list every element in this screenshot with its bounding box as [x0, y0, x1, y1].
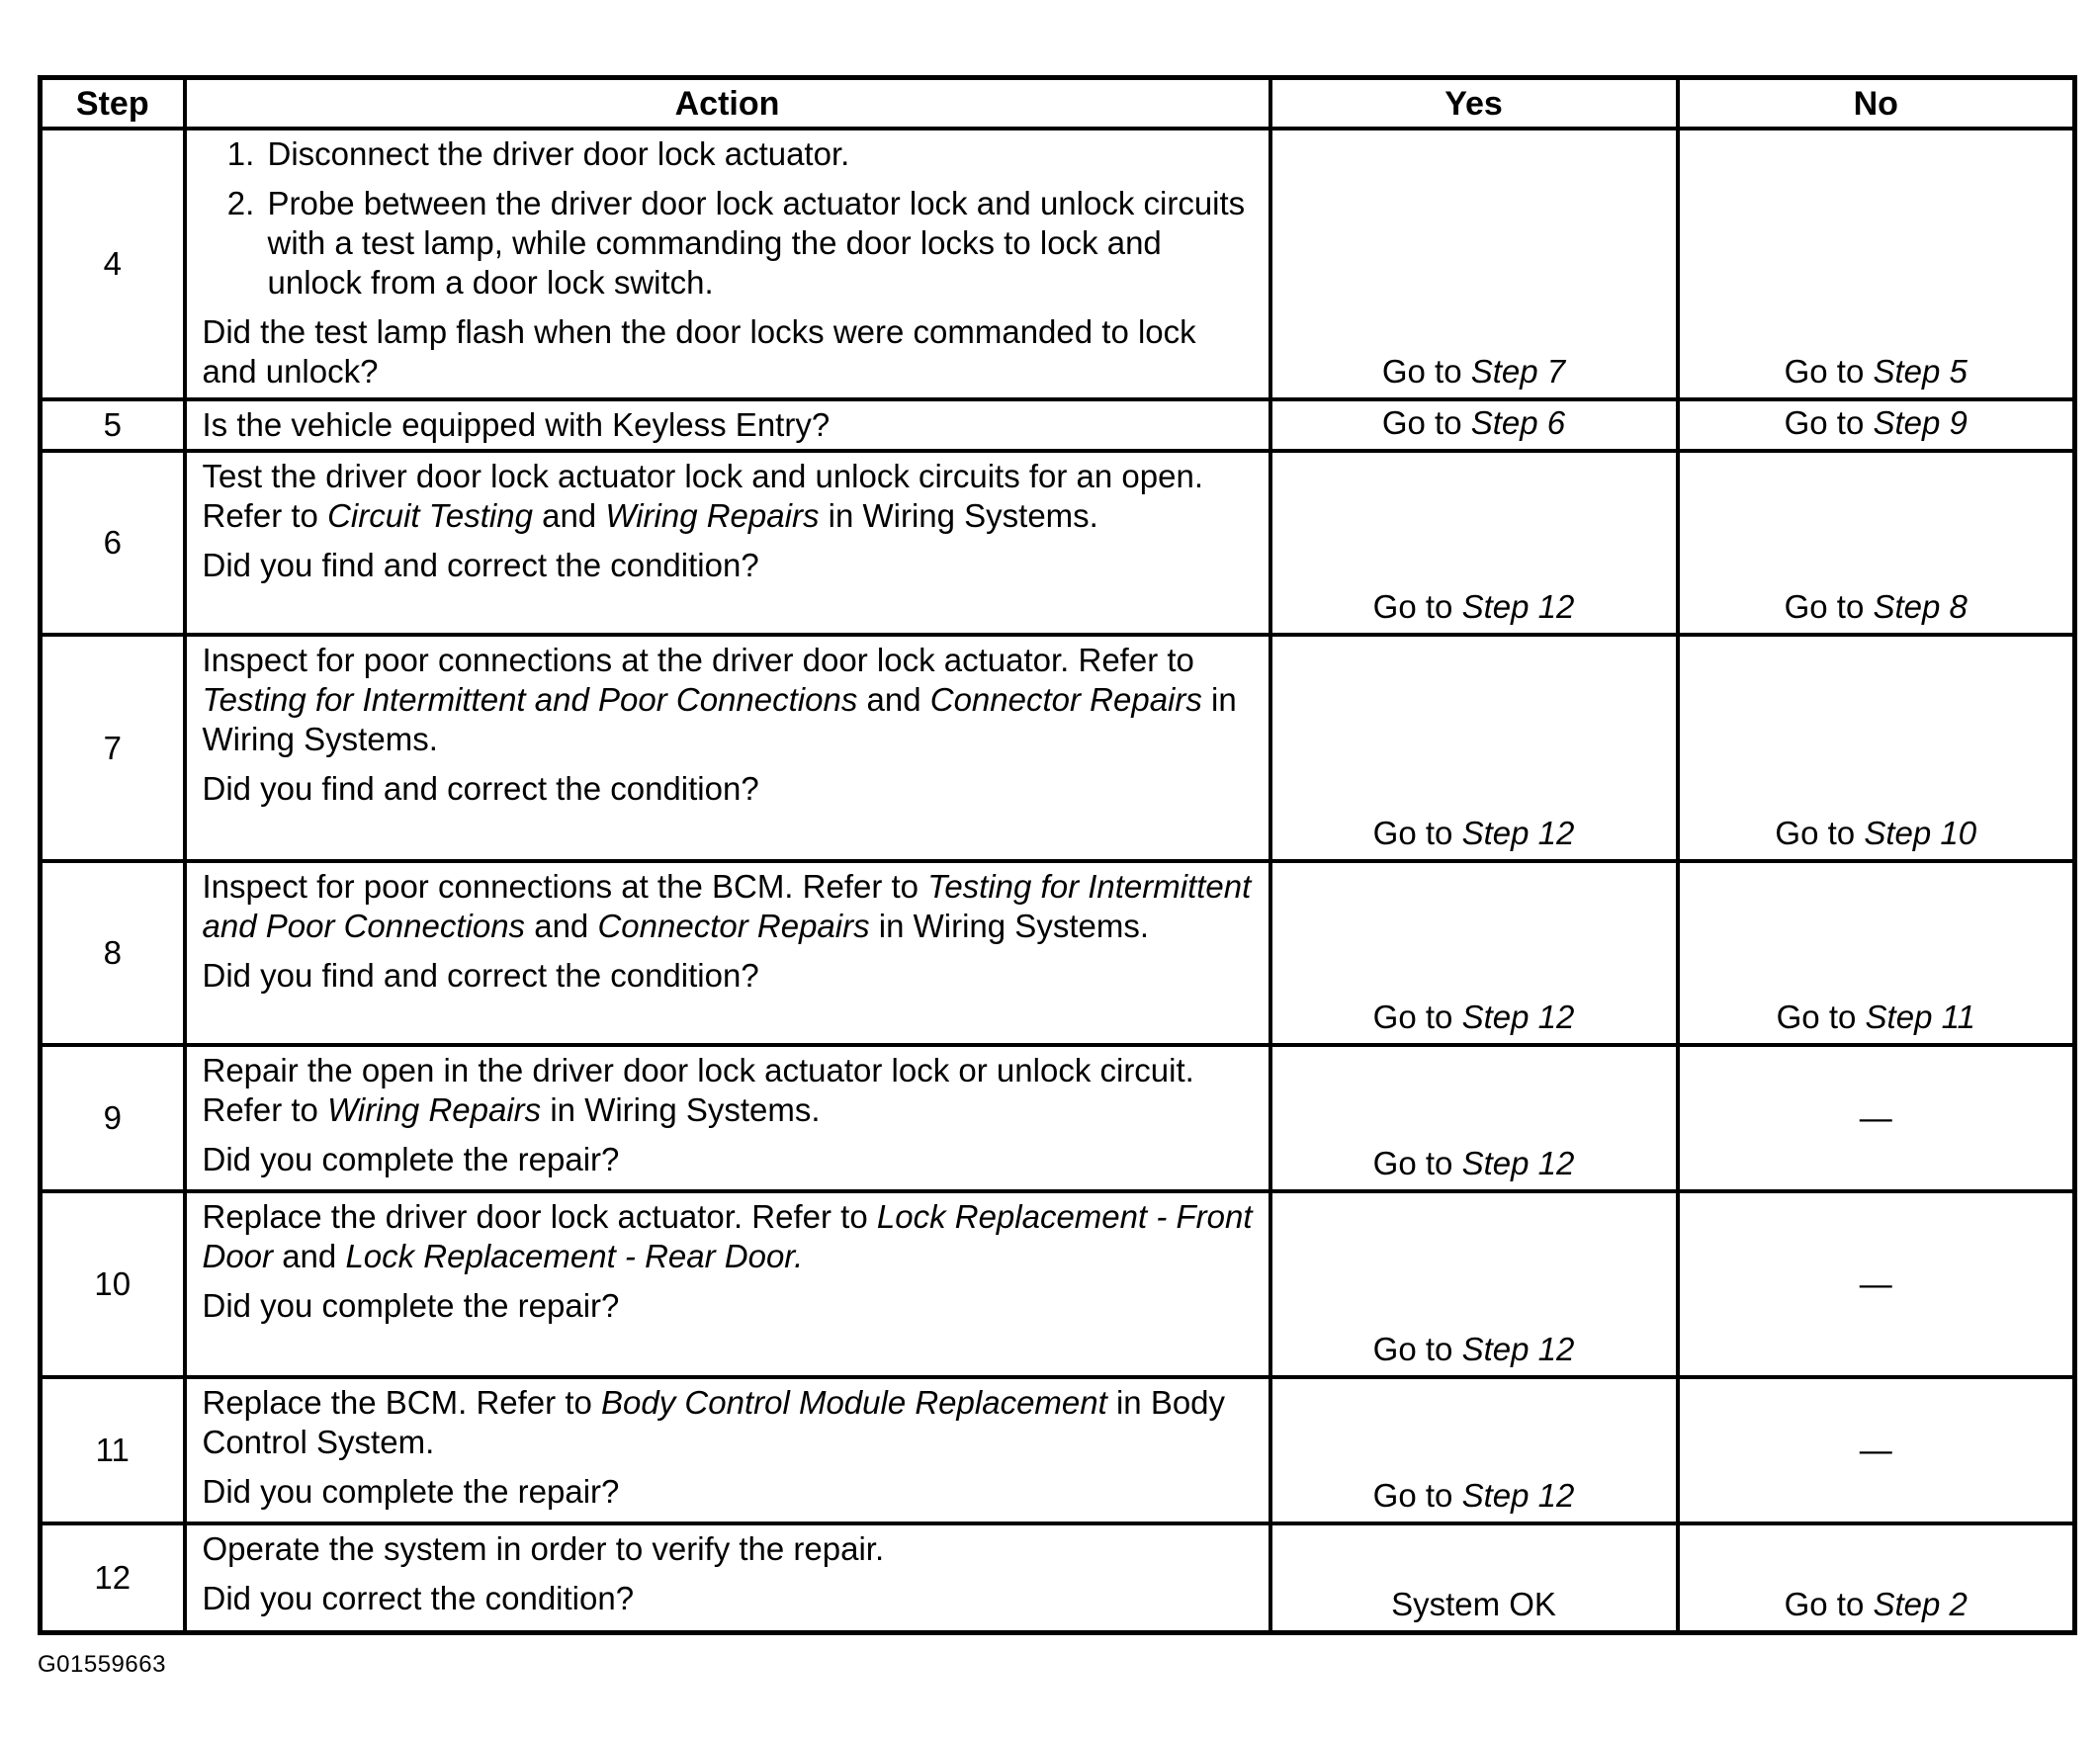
step-number: 8 [41, 861, 185, 1045]
instruction-text: Inspect for poor connections at the BCM. Refer to [202, 868, 928, 905]
instruction-text: and [532, 497, 606, 534]
goto-prefix: Go to [1776, 999, 1866, 1035]
action-instruction [203, 1197, 1257, 1276]
substep-item: 1. Disconnect the driver door lock actuator. [264, 134, 1257, 174]
yes-result [1270, 861, 1678, 1045]
action-question: Did you complete the repair? [202, 1473, 620, 1510]
header-row [41, 78, 2075, 130]
reference-title: Testing for Intermittent and Poor Connections [202, 868, 1252, 944]
table-row [41, 1191, 2075, 1377]
goto-prefix: Go to [1784, 588, 1874, 625]
step-number: 7 [41, 635, 185, 861]
action-question: Did you complete the repair? [202, 1287, 620, 1324]
reference-title: Circuit Testing [327, 497, 533, 534]
step-number: 11 [41, 1377, 185, 1523]
instruction-text: and [273, 1238, 346, 1274]
action-question: Did you find and correct the condition? [202, 957, 759, 994]
header-step: Step [41, 78, 185, 130]
instruction-text: Replace the BCM. Refer to [202, 1384, 602, 1421]
instruction-text: in Wiring Systems. [202, 681, 1237, 757]
action-question: Is the vehicle equipped with Keyless Entry? [202, 406, 831, 443]
goto-prefix: Go to [1784, 1585, 1874, 1622]
no-result [1678, 635, 2075, 861]
step-number: 6 [41, 451, 185, 635]
table-row [41, 129, 2075, 399]
table-row [41, 861, 2075, 1045]
action-question: Did you find and correct the condition? [202, 770, 759, 807]
no-result [1678, 1523, 2075, 1632]
action-question: Did you find and correct the condition? [202, 547, 759, 583]
instruction-text: in Wiring Systems. [541, 1091, 821, 1128]
goto-prefix: Go to [1381, 404, 1471, 441]
substep-list [203, 134, 1257, 303]
yes-result [1270, 129, 1678, 399]
reference-title: Lock Replacement - Front Door [202, 1198, 1253, 1274]
reference-title: Connector Repairs [929, 681, 1202, 718]
action-question: Did the test lamp flash when the door locks were commanded to lock and unlock? [202, 313, 1196, 390]
header-no: No [1678, 78, 2075, 130]
yes-result [1270, 1045, 1678, 1191]
goto-step-link: Step 8 [1873, 588, 1968, 625]
reference-title: Wiring Repairs [327, 1091, 542, 1128]
action-cell [185, 399, 1270, 451]
yes-result [1270, 1377, 1678, 1523]
goto-prefix: Go to [1372, 1145, 1462, 1181]
substep-item: 2. Probe between the driver door lock actuator lock and unlock circuits with a test lamp, while commanding the door locks to lock and unlock from a door lock switch. [264, 184, 1257, 303]
goto-prefix: Go to [1784, 404, 1874, 441]
goto-prefix: Go to [1372, 815, 1462, 851]
yes-result [1270, 451, 1678, 635]
table-row [41, 1045, 2075, 1191]
no-result [1678, 399, 2075, 451]
goto-step-link: Step 12 [1461, 815, 1575, 851]
step-number: 5 [41, 399, 185, 451]
goto-step-link: Step 7 [1470, 353, 1566, 390]
action-cell [185, 1191, 1270, 1377]
action-instruction [203, 1529, 1257, 1569]
reference-title: Testing for Intermittent and Poor Connections [202, 681, 858, 718]
table-row [41, 1377, 2075, 1523]
goto-prefix: Go to [1784, 353, 1874, 390]
table-row [41, 635, 2075, 861]
goto-step-link: Step 12 [1461, 999, 1575, 1035]
step-number: 9 [41, 1045, 185, 1191]
instruction-text: in Wiring Systems. [819, 497, 1098, 534]
goto-prefix: Go to [1372, 999, 1462, 1035]
goto-step-link: Step 10 [1864, 815, 1977, 851]
yes-result: System OK [1270, 1523, 1678, 1632]
step-number: 10 [41, 1191, 185, 1377]
reference-title: Body Control Module Replacement [601, 1384, 1107, 1421]
action-instruction [203, 457, 1257, 536]
action-question: Did you correct the condition? [202, 1580, 635, 1616]
no-result [1678, 129, 2075, 399]
reference-title: Lock Replacement - Rear Door. [345, 1238, 804, 1274]
action-instruction [203, 867, 1257, 946]
goto-prefix: Go to [1381, 353, 1471, 390]
action-cell [185, 129, 1270, 399]
instruction-text: and [857, 681, 930, 718]
goto-step-link: Step 12 [1461, 588, 1575, 625]
step-number: 12 [41, 1523, 185, 1632]
instruction-text: Repair the open in the driver door lock actuator lock or unlock circuit. Refer to [202, 1052, 1194, 1128]
action-cell [185, 861, 1270, 1045]
goto-step-link: Step 6 [1470, 404, 1566, 441]
no-result [1678, 861, 2075, 1045]
reference-title: Connector Repairs [597, 908, 870, 944]
table-body [41, 129, 2075, 1632]
goto-prefix: Go to [1372, 1477, 1462, 1514]
goto-step-link: Step 12 [1461, 1331, 1575, 1367]
action-cell [185, 451, 1270, 635]
no-result: — [1678, 1191, 2075, 1377]
goto-step-link: Step 12 [1461, 1145, 1575, 1181]
table-row [41, 1523, 2075, 1632]
table-row [41, 399, 2075, 451]
instruction-text: Replace the driver door lock actuator. Refer to [202, 1198, 877, 1235]
goto-step-link: Step 9 [1873, 404, 1968, 441]
header-action: Action [185, 78, 1270, 130]
header-yes: Yes [1270, 78, 1678, 130]
action-cell [185, 1523, 1270, 1632]
action-instruction [203, 1051, 1257, 1130]
action-cell [185, 1377, 1270, 1523]
action-cell [185, 1045, 1270, 1191]
action-cell [185, 635, 1270, 861]
action-question: Did you complete the repair? [202, 1141, 620, 1177]
yes-result [1270, 1191, 1678, 1377]
yes-result [1270, 635, 1678, 861]
figure-id: G01559663 [38, 1651, 166, 1678]
no-result: — [1678, 1045, 2075, 1191]
instruction-text: in Body Control System. [202, 1384, 1226, 1460]
goto-step-link: Step 12 [1461, 1477, 1575, 1514]
yes-result [1270, 399, 1678, 451]
goto-prefix: Go to [1372, 588, 1462, 625]
instruction-text: Inspect for poor connections at the driver door lock actuator. Refer to [202, 642, 1194, 678]
step-number: 4 [41, 129, 185, 399]
instruction-text: and [525, 908, 598, 944]
goto-prefix: Go to [1775, 815, 1865, 851]
no-result: — [1678, 1377, 2075, 1523]
instruction-text: Test the driver door lock actuator lock and unlock circuits for an open. Refer to [202, 458, 1204, 534]
diagnostic-table [38, 75, 2077, 1635]
goto-step-link: Step 2 [1873, 1585, 1968, 1622]
goto-step-link: Step 5 [1873, 353, 1968, 390]
goto-prefix: Go to [1372, 1331, 1462, 1367]
no-result [1678, 451, 2075, 635]
reference-title: Wiring Repairs [605, 497, 820, 534]
action-instruction [203, 1383, 1257, 1462]
goto-step-link: Step 11 [1865, 999, 1975, 1035]
instruction-text: in Wiring Systems. [869, 908, 1149, 944]
table-row [41, 451, 2075, 635]
action-instruction [203, 641, 1257, 759]
instruction-text: Operate the system in order to verify the repair. [202, 1530, 885, 1567]
